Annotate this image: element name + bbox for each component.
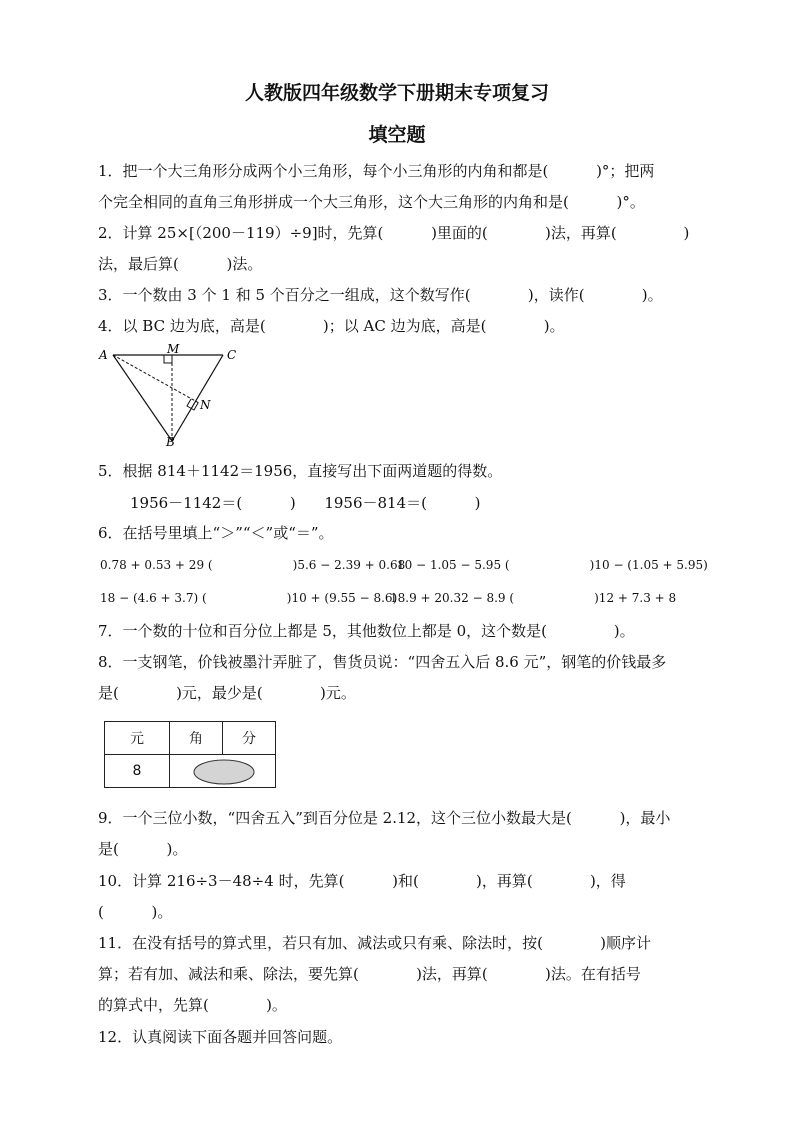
question-11-line-2: 算；若有加、减法和乘、除法，要先算( )法，再算( )法。在有括号 [98, 965, 641, 983]
question-6-row-2-right: 18.9 + 20.32 − 8.9 ( )12 + 7.3 + 8 [390, 591, 677, 605]
question-6-row-1-left: 0.78 + 0.53 + 29 ( )5.6 − 2.39 + 0.68 [100, 558, 406, 572]
header-jiao: 角 [170, 722, 223, 755]
question-7: 7．一个数的十位和百分位上都是 5，其他数位上都是 0，这个数是( )。 [98, 622, 635, 640]
question-10-line-2: ( )。 [98, 903, 173, 921]
label-n: N [200, 398, 211, 412]
question-11-line-1: 11．在没有括号的算式里，若只有加、减法或只有乘、除法时，按( )顺序计 [98, 934, 652, 952]
question-8-line-1: 8．一支钢笔，价钱被墨汁弄脏了，售货员说：“四舍五入后 8.6 元”，钢笔的价钱最多 [98, 653, 667, 671]
value-yuan: 8 [105, 755, 170, 788]
question-1-line-2: 个完全相同的直角三角形拼成一个大三角形，这个大三角形的内角和是( )°。 [98, 193, 645, 211]
question-12: 12．认真阅读下面各题并回答问题。 [98, 1028, 343, 1046]
question-9-line-2: 是( )。 [98, 840, 188, 858]
question-1-line-1: 1．把一个大三角形分成两个小三角形，每个小三角形的内角和都是( )°；把两 [98, 162, 655, 180]
question-10-line-1: 10．计算 216÷3－48÷4 时，先算( )和( )，再算( )，得 [98, 872, 626, 890]
label-c: C [227, 348, 237, 362]
question-8-line-2: 是( )元，最少是( )元。 [98, 684, 356, 702]
question-6: 6．在括号里填上“＞”“＜”或“＝”。 [98, 524, 334, 542]
question-5-equations: 1956－1142＝( ) 1956－814＝( ) [130, 494, 481, 512]
question-5: 5．根据 814＋1142＝1956，直接写出下面两道题的得数。 [98, 462, 503, 480]
header-fen: 分 [223, 722, 276, 755]
triangle-figure [95, 343, 255, 448]
page-title: 人教版四年级数学下册期末专项复习 [244, 82, 549, 104]
question-2-line-1: 2．计算 25×[（200－119）÷9]时，先算( )里面的( )法，再算( ) [98, 224, 690, 242]
question-6-row-1-right: 10 − 1.05 − 5.95 ( )10 − (1.05 + 5.95) [397, 558, 708, 572]
question-2-line-2: 法，最后算( )法。 [98, 255, 263, 273]
label-m: M [167, 343, 180, 356]
price-table [104, 721, 276, 788]
question-4: 4．以 BC 边为底，高是( )；以 AC 边为底，高是( )。 [98, 317, 565, 335]
question-11-line-3: 的算式中，先算( )。 [98, 996, 287, 1014]
label-b: B [166, 435, 175, 448]
section-subtitle: 填空题 [368, 124, 426, 146]
ink-blot [192, 758, 256, 786]
question-6-row-2-left: 18 − (4.6 + 3.7) ( )10 + (9.55 − 8.6) [100, 591, 398, 605]
header-yuan: 元 [105, 722, 170, 755]
question-9-line-1: 9．一个三位小数，“四舍五入”到百分位是 2.12，这个三位小数最大是( )，最小 [98, 809, 671, 827]
label-a: A [99, 348, 108, 362]
ink-blot-cell [170, 755, 276, 788]
question-3: 3．一个数由 3 个 1 和 5 个百分之一组成，这个数写作( )，读作( )。 [98, 286, 663, 304]
